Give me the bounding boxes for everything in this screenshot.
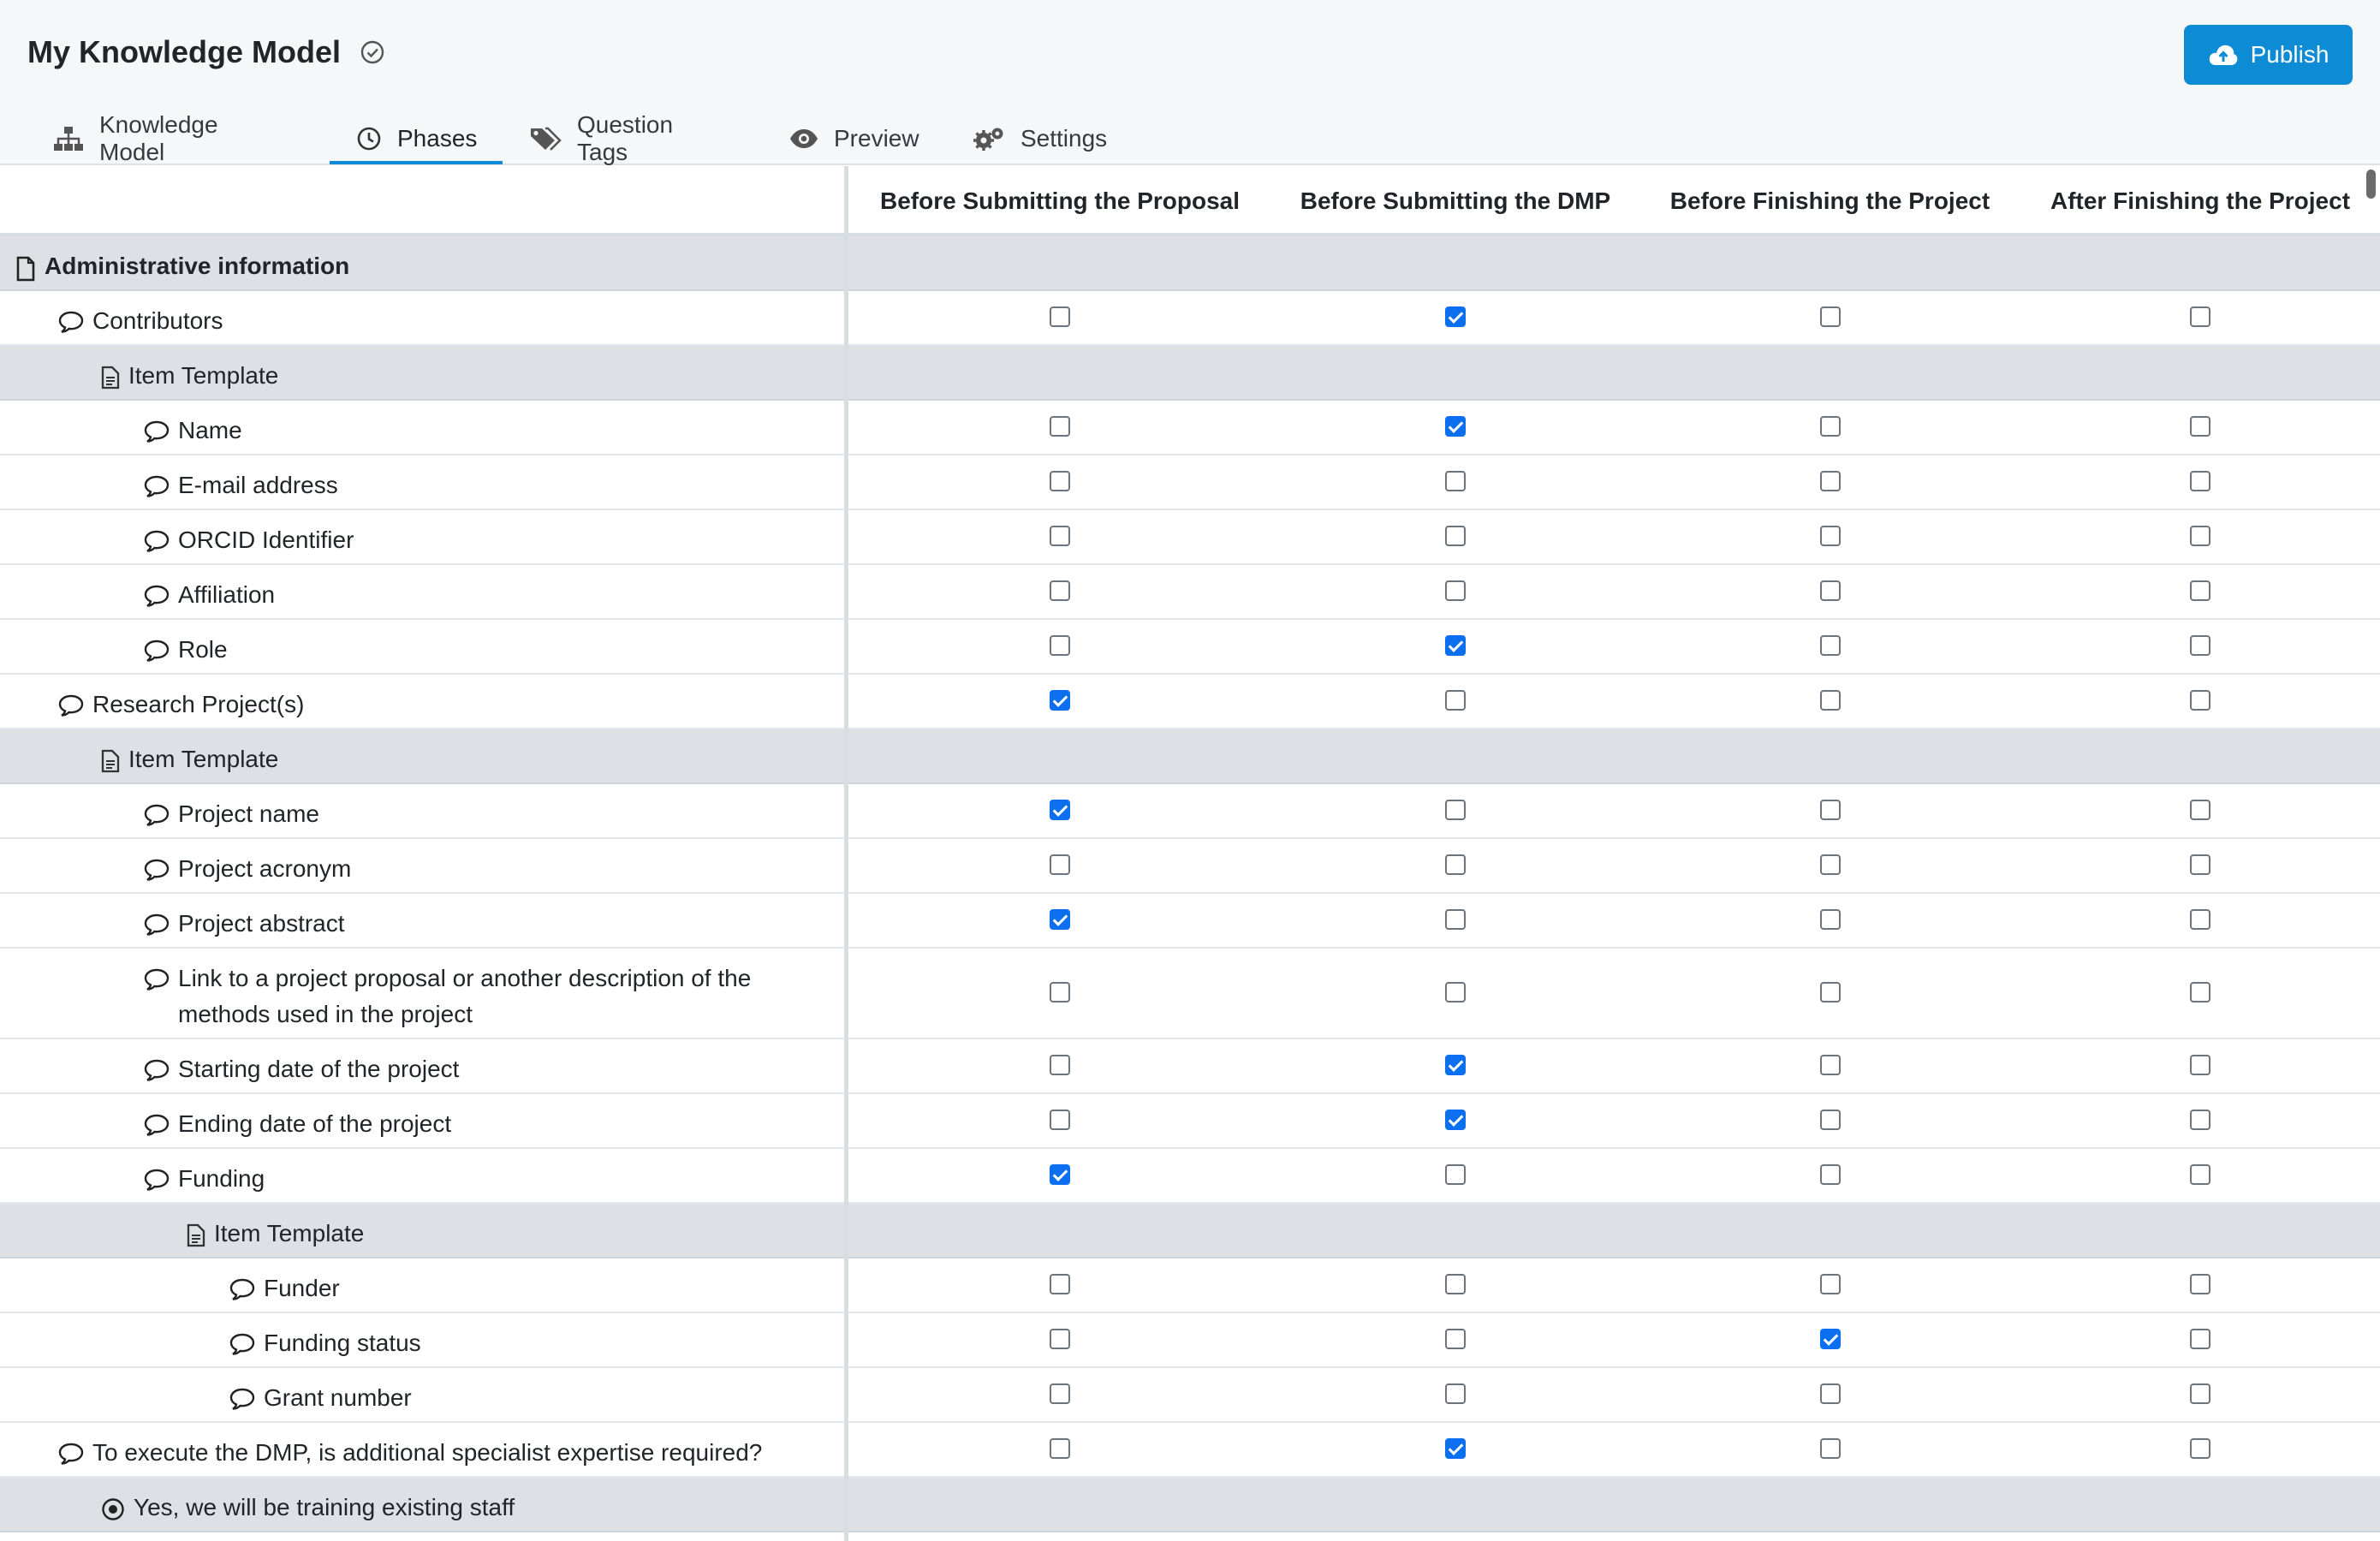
phase-checkbox-4[interactable] bbox=[2190, 526, 2210, 546]
row-label-text: Funding status bbox=[264, 1330, 421, 1356]
question-comment-icon bbox=[144, 804, 170, 826]
row-label-text: Ending date of the project bbox=[178, 1110, 452, 1137]
phase-checkbox-1[interactable] bbox=[1050, 854, 1070, 875]
phase-checkbox-3[interactable] bbox=[1820, 800, 1841, 820]
column-divider bbox=[844, 166, 848, 1541]
gears-icon bbox=[973, 126, 1005, 152]
phase-checkbox-4[interactable] bbox=[2190, 800, 2210, 820]
phase-checkbox-1[interactable] bbox=[1050, 471, 1070, 491]
question-comment-icon bbox=[58, 1443, 84, 1465]
phase-checkbox-3[interactable] bbox=[1820, 854, 1841, 875]
sitemap-icon bbox=[53, 126, 84, 152]
row-label-text: Funder bbox=[264, 1275, 340, 1301]
phase-checkbox-4[interactable] bbox=[2190, 1055, 2210, 1075]
phase-checkbox-2[interactable] bbox=[1445, 909, 1466, 930]
row-label-item-template bbox=[101, 729, 822, 782]
question-row bbox=[0, 1313, 2380, 1368]
row-label-contributors bbox=[58, 291, 822, 344]
row-label-text: Contributors bbox=[92, 307, 223, 334]
phase-checkbox-2[interactable] bbox=[1445, 982, 1466, 1003]
question-row bbox=[0, 510, 2380, 565]
phase-checkbox-1[interactable] bbox=[1050, 1383, 1070, 1404]
tab-knowledge-model[interactable] bbox=[53, 111, 218, 165]
question-row bbox=[0, 839, 2380, 894]
phase-checkbox-1[interactable] bbox=[1050, 1055, 1070, 1075]
row-label-text: Administrative information bbox=[45, 253, 350, 279]
phase-checkbox-4[interactable] bbox=[2190, 909, 2210, 930]
phase-checkbox-3[interactable] bbox=[1820, 1110, 1841, 1130]
question-row bbox=[0, 675, 2380, 729]
tab-label: Question Tags bbox=[577, 110, 674, 165]
phase-checkbox-4[interactable] bbox=[2190, 1329, 2210, 1349]
phase-checkbox-3[interactable] bbox=[1820, 526, 1841, 546]
question-comment-icon bbox=[229, 1388, 255, 1410]
row-label-project-name bbox=[144, 784, 822, 837]
question-comment-icon bbox=[229, 1278, 255, 1300]
row-label-funding-status bbox=[229, 1313, 822, 1366]
phase-checkbox-4[interactable] bbox=[2190, 1438, 2210, 1459]
phase-checkbox-1[interactable] bbox=[1050, 1438, 1070, 1459]
row-label-project-acronym bbox=[144, 839, 822, 892]
question-comment-icon bbox=[144, 968, 170, 991]
phase-checkbox-1[interactable] bbox=[1050, 1329, 1070, 1349]
row-label-text: Item Template bbox=[214, 1220, 365, 1246]
question-row bbox=[0, 1039, 2380, 1094]
row-label-text: Starting date of the project bbox=[178, 1056, 460, 1082]
row-label-text: Grant number bbox=[264, 1384, 412, 1411]
phase-checkbox-3[interactable] bbox=[1820, 1055, 1841, 1075]
phase-checkbox-2[interactable] bbox=[1445, 1055, 1466, 1075]
tab-label: Knowledge Model bbox=[99, 110, 218, 165]
question-comment-icon bbox=[58, 311, 84, 333]
row-label-research-project-s bbox=[58, 675, 822, 728]
publish-label: Publish bbox=[2250, 41, 2329, 68]
phase-checkbox-2[interactable] bbox=[1445, 854, 1466, 875]
phase-checkbox-1[interactable] bbox=[1050, 690, 1070, 711]
column-header-after-finishing: After Finishing the Project bbox=[2050, 187, 2351, 214]
question-row bbox=[0, 291, 2380, 346]
phase-checkbox-2[interactable] bbox=[1445, 1383, 1466, 1404]
question-row bbox=[0, 565, 2380, 620]
row-label-administrative-information bbox=[15, 236, 822, 289]
clock-icon bbox=[356, 126, 382, 152]
phase-checkbox-1[interactable] bbox=[1050, 306, 1070, 327]
tab-label: Phases bbox=[397, 124, 478, 152]
row-label-text: Yes, we will be training existing staff bbox=[134, 1494, 515, 1520]
question-row bbox=[0, 401, 2380, 455]
phase-checkbox-2[interactable] bbox=[1445, 306, 1466, 327]
phase-checkbox-3[interactable] bbox=[1820, 909, 1841, 930]
phase-checkbox-4[interactable] bbox=[2190, 1164, 2210, 1185]
phase-checkbox-1[interactable] bbox=[1050, 635, 1070, 656]
question-comment-icon bbox=[144, 530, 170, 552]
phase-checkbox-3[interactable] bbox=[1820, 306, 1841, 327]
question-comment-icon bbox=[144, 859, 170, 881]
vertical-scrollbar[interactable] bbox=[2366, 170, 2376, 199]
column-header-before-proposal: Before Submitting the Proposal bbox=[879, 187, 1241, 214]
page-title bbox=[27, 34, 385, 70]
question-comment-icon bbox=[144, 1059, 170, 1081]
question-row bbox=[0, 1423, 2380, 1478]
row-label-yes-we-will-be-training-existing-staff bbox=[101, 1478, 822, 1531]
question-row bbox=[0, 1149, 2380, 1204]
item-template-row bbox=[0, 346, 2380, 401]
cloud-upload-icon bbox=[2208, 43, 2239, 67]
item-template-icon bbox=[187, 1223, 205, 1247]
row-label-funder bbox=[229, 1258, 822, 1312]
phase-checkbox-2[interactable] bbox=[1445, 690, 1466, 711]
phase-checkbox-2[interactable] bbox=[1445, 1438, 1466, 1459]
tags-icon bbox=[529, 126, 562, 152]
item-template-row bbox=[0, 729, 2380, 784]
phase-checkbox-1[interactable] bbox=[1050, 1274, 1070, 1294]
phase-checkbox-1[interactable] bbox=[1050, 982, 1070, 1003]
phase-checkbox-1[interactable] bbox=[1050, 580, 1070, 601]
phase-checkbox-3[interactable] bbox=[1820, 416, 1841, 437]
tab-question-tags[interactable] bbox=[529, 111, 673, 165]
tab-preview[interactable] bbox=[789, 111, 919, 165]
column-header-before-finishing: Before Finishing the Project bbox=[1669, 187, 1990, 214]
phase-checkbox-4[interactable] bbox=[2190, 1274, 2210, 1294]
row-label-affiliation bbox=[144, 565, 822, 618]
phase-checkbox-2[interactable] bbox=[1445, 526, 1466, 546]
chapter-file-icon bbox=[15, 256, 36, 282]
row-label-text: Project name bbox=[178, 800, 319, 827]
row-label-role bbox=[144, 620, 822, 673]
phase-checkbox-2[interactable] bbox=[1445, 471, 1466, 491]
row-label-text: Role bbox=[178, 636, 228, 663]
phase-checkbox-4[interactable] bbox=[2190, 690, 2210, 711]
question-comment-icon bbox=[144, 913, 170, 936]
row-label-to-execute-the-dmp-is-additional-special bbox=[58, 1423, 822, 1476]
phase-checkbox-4[interactable] bbox=[2190, 580, 2210, 601]
question-row bbox=[0, 949, 2380, 1039]
phase-checkbox-3[interactable] bbox=[1820, 1164, 1841, 1185]
question-comment-icon bbox=[144, 640, 170, 662]
phase-checkbox-3[interactable] bbox=[1820, 690, 1841, 711]
phase-checkbox-2[interactable] bbox=[1445, 580, 1466, 601]
phase-checkbox-1[interactable] bbox=[1050, 526, 1070, 546]
saved-check-icon bbox=[360, 39, 385, 65]
question-row bbox=[0, 620, 2380, 675]
table-header bbox=[0, 166, 2380, 236]
phase-checkbox-2[interactable] bbox=[1445, 416, 1466, 437]
row-label-text: Project abstract bbox=[178, 910, 345, 937]
phase-checkbox-3[interactable] bbox=[1820, 1383, 1841, 1404]
row-label-text: Affiliation bbox=[178, 581, 276, 608]
row-label-name bbox=[144, 401, 822, 454]
phase-checkbox-3[interactable] bbox=[1820, 471, 1841, 491]
chapter-row bbox=[0, 236, 2380, 291]
question-comment-icon bbox=[144, 475, 170, 497]
active-tab-indicator bbox=[330, 161, 503, 164]
phase-checkbox-2[interactable] bbox=[1445, 635, 1466, 656]
tab-label: Settings bbox=[1020, 124, 1108, 152]
row-label-link-to-a-project-proposal-or-another-de bbox=[144, 949, 822, 1038]
item-template-row bbox=[0, 1204, 2380, 1258]
phase-checkbox-2[interactable] bbox=[1445, 1164, 1466, 1185]
tab-phases[interactable] bbox=[356, 111, 477, 165]
publish-button[interactable] bbox=[2184, 25, 2353, 85]
question-comment-icon bbox=[229, 1333, 255, 1355]
phase-checkbox-3[interactable] bbox=[1820, 580, 1841, 601]
phase-checkbox-1[interactable] bbox=[1050, 1110, 1070, 1130]
knowledge-model-title: My Knowledge Model bbox=[27, 34, 342, 69]
answer-radio-icon bbox=[101, 1497, 125, 1521]
row-label-text: Item Template bbox=[128, 362, 279, 389]
top-bar bbox=[0, 0, 2380, 165]
row-label-text: Research Project(s) bbox=[92, 691, 305, 717]
row-label-text: Name bbox=[178, 417, 242, 443]
row-label-text: E-mail address bbox=[178, 472, 338, 498]
phase-checkbox-3[interactable] bbox=[1820, 635, 1841, 656]
phase-checkbox-4[interactable] bbox=[2190, 306, 2210, 327]
question-row bbox=[0, 455, 2380, 510]
question-row bbox=[0, 784, 2380, 839]
tab-settings[interactable] bbox=[973, 111, 1107, 165]
phase-checkbox-4[interactable] bbox=[2190, 1383, 2210, 1404]
question-comment-icon bbox=[144, 585, 170, 607]
row-label-text: Project acronym bbox=[178, 855, 352, 882]
row-label-grant-number bbox=[229, 1368, 822, 1421]
phase-checkbox-3[interactable] bbox=[1820, 1438, 1841, 1459]
phase-checkbox-4[interactable] bbox=[2190, 1110, 2210, 1130]
row-label-text: ORCID Identifier bbox=[178, 527, 354, 553]
row-label-text: Funding bbox=[178, 1165, 265, 1192]
phase-checkbox-2[interactable] bbox=[1445, 1329, 1466, 1349]
phase-checkbox-1[interactable] bbox=[1050, 909, 1070, 930]
phase-checkbox-2[interactable] bbox=[1445, 1274, 1466, 1294]
phase-checkbox-1[interactable] bbox=[1050, 416, 1070, 437]
item-template-icon bbox=[101, 366, 120, 390]
row-label-e-mail-address bbox=[144, 455, 822, 509]
phase-checkbox-4[interactable] bbox=[2190, 635, 2210, 656]
phases-table bbox=[0, 166, 2380, 1541]
phase-checkbox-4[interactable] bbox=[2190, 471, 2210, 491]
phase-checkbox-1[interactable] bbox=[1050, 1164, 1070, 1185]
question-row bbox=[0, 1368, 2380, 1423]
question-row bbox=[0, 1094, 2380, 1149]
question-comment-icon bbox=[144, 1114, 170, 1136]
row-label-item-template bbox=[187, 1204, 822, 1257]
phase-checkbox-4[interactable] bbox=[2190, 416, 2210, 437]
question-comment-icon bbox=[144, 420, 170, 443]
row-label-ending-date-of-the-project bbox=[144, 1094, 822, 1147]
answer-row bbox=[0, 1478, 2380, 1532]
phase-checkbox-3[interactable] bbox=[1820, 1329, 1841, 1349]
phase-checkbox-4[interactable] bbox=[2190, 854, 2210, 875]
question-row bbox=[0, 894, 2380, 949]
row-label-starting-date-of-the-project bbox=[144, 1039, 822, 1092]
question-comment-icon bbox=[144, 1169, 170, 1191]
row-label-text: Link to a project proposal or another description of the methods used in the project bbox=[178, 965, 752, 1027]
row-label-item-template bbox=[101, 346, 822, 399]
column-header-before-dmp: Before Submitting the DMP bbox=[1300, 187, 1611, 214]
row-label-text: Item Template bbox=[128, 746, 279, 772]
phase-checkbox-2[interactable] bbox=[1445, 800, 1466, 820]
row-label-project-abstract bbox=[144, 894, 822, 947]
phase-checkbox-3[interactable] bbox=[1820, 1274, 1841, 1294]
eye-icon bbox=[789, 128, 818, 149]
item-template-icon bbox=[101, 749, 120, 773]
phase-checkbox-1[interactable] bbox=[1050, 800, 1070, 820]
phase-checkbox-4[interactable] bbox=[2190, 982, 2210, 1003]
question-row bbox=[0, 1258, 2380, 1313]
phase-checkbox-3[interactable] bbox=[1820, 982, 1841, 1003]
question-comment-icon bbox=[58, 694, 84, 717]
row-label-orcid-identifier bbox=[144, 510, 822, 563]
row-label-text: To execute the DMP, is additional specialist expertise required? bbox=[92, 1439, 763, 1466]
tab-label: Preview bbox=[834, 124, 919, 152]
row-label-funding bbox=[144, 1149, 822, 1202]
phase-checkbox-2[interactable] bbox=[1445, 1110, 1466, 1130]
